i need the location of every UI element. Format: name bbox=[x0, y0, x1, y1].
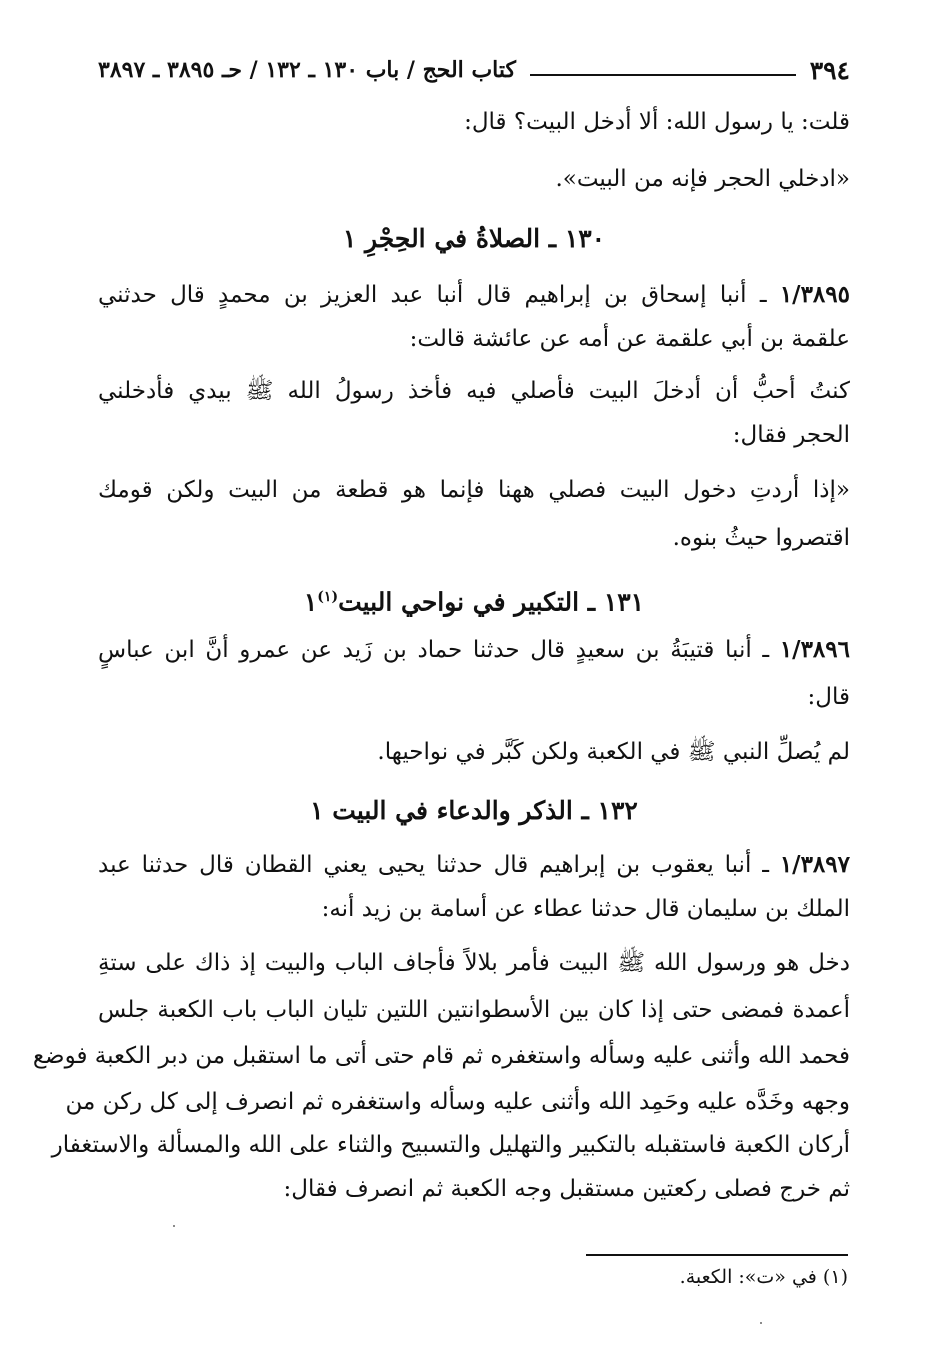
matn-line: ثم خرج فصلى ركعتين مستقبل وجه الكعبة ثم انصرف فقال: bbox=[283, 1176, 850, 1202]
hadith-3896-isnad bbox=[98, 633, 850, 667]
hadith-3897-isnad bbox=[98, 848, 850, 882]
text-line: قال: bbox=[807, 684, 850, 710]
hadith-3895-isnad bbox=[98, 278, 850, 312]
text-line: الحجر فقال: bbox=[732, 422, 850, 448]
isnad-text: ـ أنبا إسحاق بن إبراهيم قال أنبا عبد العزيز بن محمدٍ قال حدثني bbox=[98, 282, 780, 308]
matn-line: أركان الكعبة فاستقبله بالتكبير والتهليل والتسبيح والثناء على الله والمسألة والاستغفار bbox=[51, 1132, 850, 1158]
hadith-number: ١/٣٨٩٥ bbox=[779, 281, 850, 308]
footnote-ref: (١) bbox=[317, 589, 339, 605]
heading-text: ١٣١ ـ التكبير في نواحي البيت bbox=[338, 587, 645, 617]
running-title: كتاب الحج / باب ١٣٠ ـ ١٣٢ / حـ ٣٨٩٥ ـ ٣٨٩٧ bbox=[98, 57, 516, 83]
text-line: «ادخلي الحجر فإنه من البيت». bbox=[555, 166, 850, 192]
hadith-number: ١/٣٨٩٦ bbox=[779, 636, 850, 663]
matn-line: كنتُ أحبُّ أن أدخلَ البيت فأصلي فيه فأخذ رسولُ الله ﷺ بيدي فأدخلني bbox=[98, 378, 850, 404]
isnad-text: ـ أنبا يعقوب بن إبراهيم قال حدثنا يحيى يعني القطان قال حدثنا عبد bbox=[98, 852, 780, 878]
scan-speck bbox=[173, 1225, 175, 1227]
text-line: قلت: يا رسول الله: ألا أدخل البيت؟ قال: bbox=[464, 109, 850, 135]
isnad-text: ـ أنبا قتيبَةُ بن سعيدٍ قال حدثنا حماد بن زَيد عن عمرو أنَّ ابن عباسٍ bbox=[98, 637, 780, 663]
section-heading-132: ١٣٢ ـ الذكر والدعاء في البيت ١ bbox=[310, 796, 638, 825]
footnote-separator bbox=[586, 1254, 848, 1256]
text-line: اقتصروا حيثُ بنوه. bbox=[672, 525, 850, 551]
quote-line: «إذا أردتِ دخول البيت فصلي ههنا فإنما هو قطعة من البيت ولكن قومك bbox=[98, 477, 850, 503]
section-heading-130: ١٣٠ ـ الصلاةُ في الحِجْرِ ١ bbox=[342, 224, 606, 253]
text-line: علقمة بن أبي علقمة عن أمه عن عائشة قالت: bbox=[409, 326, 850, 352]
header-rule bbox=[530, 74, 796, 76]
matn-line: أعمدة فمضى حتى إذا كان بين الأسطوانتين اللتين تليان الباب باب الكعبة جلس bbox=[98, 997, 850, 1023]
matn-line: دخل هو ورسول الله ﷺ البيت فأمر بلالاً فأجاف الباب والبيت إذ ذاك على ستةِ bbox=[98, 950, 850, 976]
hadith-number: ١/٣٨٩٧ bbox=[779, 851, 850, 878]
matn-line: لم يُصلِّ النبي ﷺ في الكعبة ولكن كَبَّر في نواحيها. bbox=[377, 739, 850, 765]
page-number: ٣٩٤ bbox=[809, 55, 850, 85]
heading-tail: ١ bbox=[303, 587, 318, 617]
footnote: (١) في «ت»: الكعبة. bbox=[679, 1266, 848, 1288]
matn-line: وجهه وخَدَّه عليه وحَمِد الله وأثنى عليه وسأله واستغفره ثم انصرف إلى كل ركن من bbox=[65, 1089, 850, 1115]
section-heading-131 bbox=[98, 580, 850, 619]
page-header bbox=[98, 50, 850, 90]
scan-speck bbox=[760, 1322, 762, 1324]
text-line: الملك بن سليمان قال حدثنا عطاء عن أسامة بن زيد أنه: bbox=[321, 896, 850, 922]
matn-line: فحمد الله وأثنى عليه وسأله واستغفره ثم قام حتى أتى ما استقبل من دبر الكعبة فوضع bbox=[32, 1043, 850, 1069]
